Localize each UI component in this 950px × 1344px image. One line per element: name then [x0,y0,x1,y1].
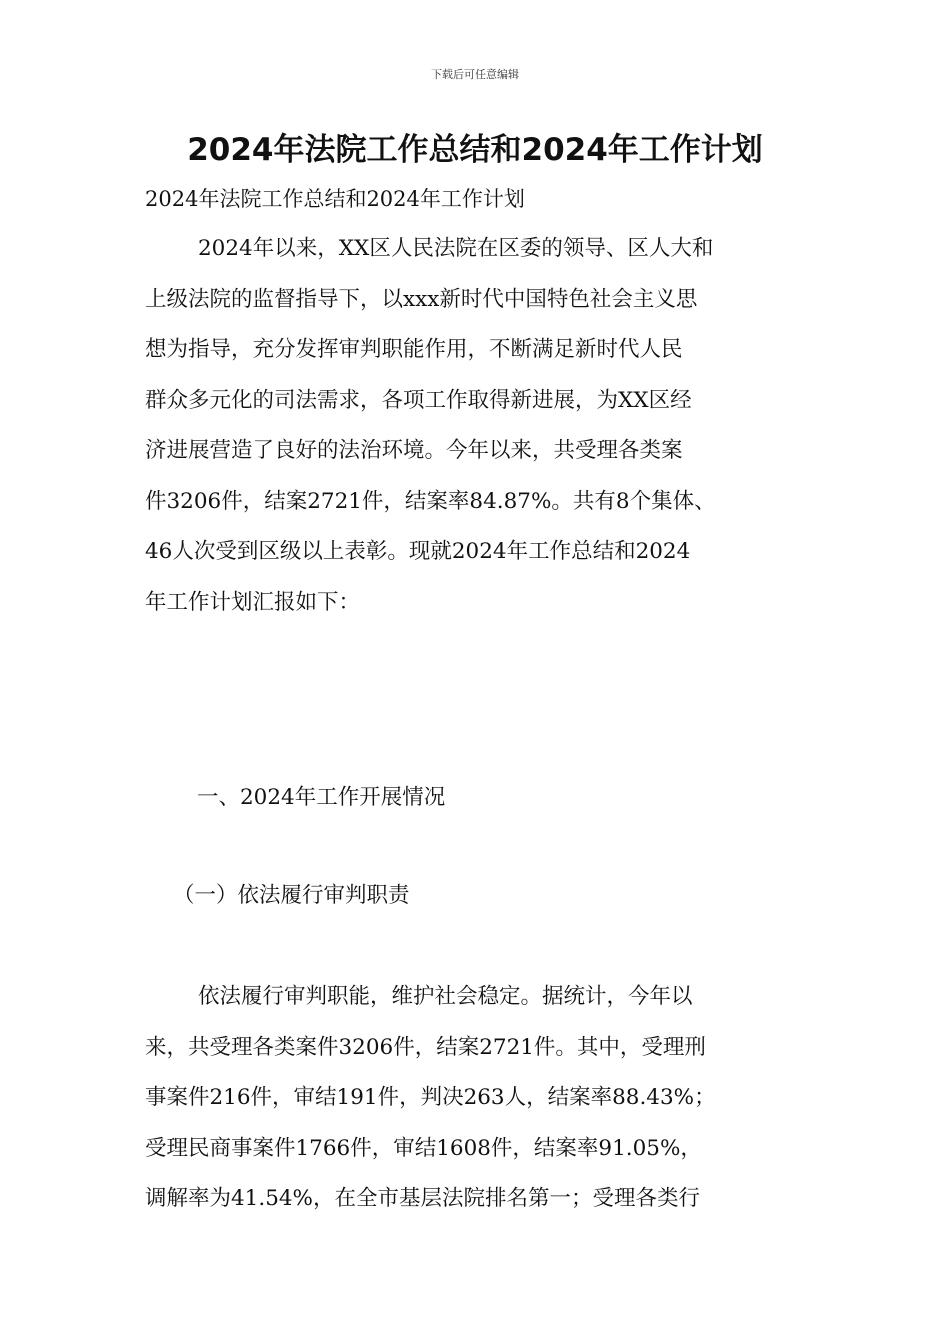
header-note: 下载后可任意编辑 [431,68,519,81]
body-line: 受理民商事案件1766件，审结1608件，结案率91.05%， [145,1135,702,1161]
section-heading: 一、2024年工作开展情况 [197,785,446,810]
intro-paragraph [145,224,810,628]
body-line: 事案件216件，审结191件，判决263人，结案率88.43%； [145,1085,716,1110]
intro-line: 济进展营造了良好的法治环境。今年以来，共受理各类案 [145,438,683,463]
intro-line: 上级法院的监督指导下，以xxx新时代中国特色社会主义思 [145,286,698,312]
document-subtitle: 2024年法院工作总结和2024年工作计划 [145,187,525,211]
body-line: 调解率为41.54%，在全市基层法院排名第一；受理各类行 [145,1186,700,1211]
intro-line: 2024年以来，XX区人民法院在区委的领导、区人大和 [198,236,714,261]
intro-line: 46人次受到区级以上表彰。现就2024年工作总结和2024 [145,539,691,564]
intro-line: 想为指导，充分发挥审判职能作用，不断满足新时代人民 [145,337,683,362]
document-title: 2024年法院工作总结和2024年工作计划 [187,132,763,168]
intro-line: 群众多元化的司法需求，各项工作取得新进展，为XX区经 [145,387,692,413]
body-paragraph [145,972,810,1225]
sub-heading: （一）依法履行审判职责 [173,883,410,908]
body-line: 来，共受理各类案件3206件，结案2721件。其中，受理刑 [145,1034,706,1060]
intro-line: 件3206件，结案2721件，结案率84.87%。共有8个集体、 [145,488,716,514]
body-line: 依法履行审判职能，维护社会稳定。据统计，今年以 [198,984,693,1009]
intro-line: 年工作计划汇报如下： [145,589,361,615]
